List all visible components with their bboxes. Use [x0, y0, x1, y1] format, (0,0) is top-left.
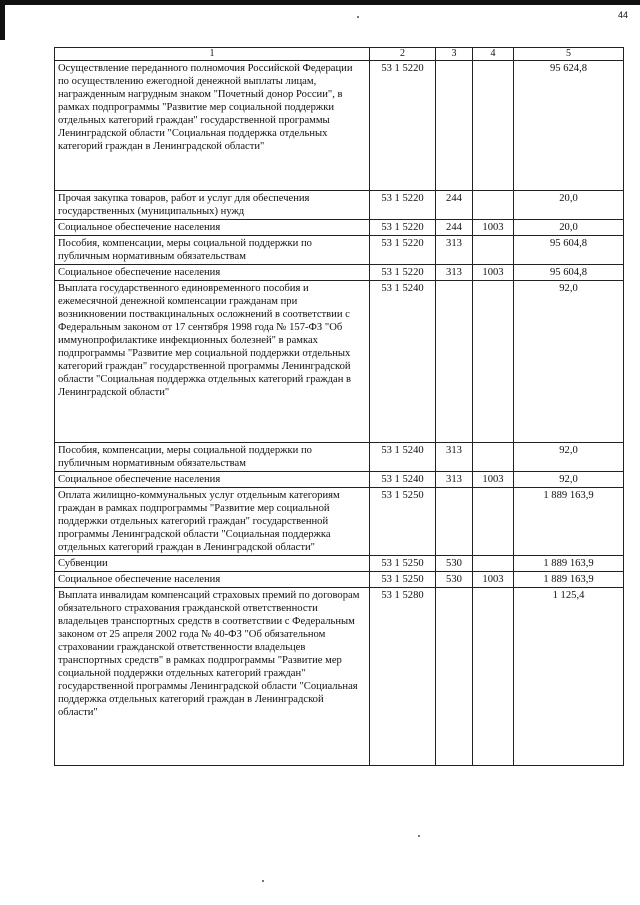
row-description: Социальное обеспечение населения	[55, 265, 370, 281]
row-section	[473, 488, 514, 556]
row-section	[473, 556, 514, 572]
row-description: Социальное обеспечение населения	[55, 472, 370, 488]
row-expense-type: 313	[436, 472, 473, 488]
row-target-code: 53 1 5220	[370, 191, 436, 220]
row-target-code: 53 1 5240	[370, 443, 436, 472]
row-description: Прочая закупка товаров, работ и услуг для обеспечения государственных (муниципальных) нужд	[55, 191, 370, 220]
row-amount: 92,0	[514, 472, 624, 488]
row-amount: 92,0	[514, 281, 624, 443]
table-header-row	[55, 48, 624, 61]
row-description: Социальное обеспечение населения	[55, 220, 370, 236]
table-row	[55, 265, 624, 281]
row-target-code: 53 1 5240	[370, 281, 436, 443]
row-description: Социальное обеспечение населения	[55, 572, 370, 588]
scan-speck	[357, 16, 359, 18]
table-row	[55, 556, 624, 572]
row-expense-type: 244	[436, 191, 473, 220]
row-target-code: 53 1 5250	[370, 556, 436, 572]
row-expense-type: 313	[436, 236, 473, 265]
row-amount: 1 889 163,9	[514, 556, 624, 572]
row-section	[473, 443, 514, 472]
row-expense-type: 313	[436, 443, 473, 472]
row-description: Пособия, компенсации, меры социальной поддержки по публичным нормативным обязательствам	[55, 443, 370, 472]
row-target-code: 53 1 5220	[370, 220, 436, 236]
scan-edge-top	[0, 0, 640, 5]
budget-table	[54, 47, 624, 766]
header-col-2: 2	[370, 48, 436, 61]
row-amount: 92,0	[514, 443, 624, 472]
row-section: 1003	[473, 472, 514, 488]
row-target-code: 53 1 5250	[370, 572, 436, 588]
table-row	[55, 588, 624, 766]
table-row	[55, 220, 624, 236]
row-amount: 20,0	[514, 191, 624, 220]
table-row	[55, 281, 624, 443]
row-target-code: 53 1 5220	[370, 236, 436, 265]
row-expense-type	[436, 488, 473, 556]
row-section: 1003	[473, 572, 514, 588]
scan-edge-left	[0, 0, 5, 40]
row-description: Выплата государственного единовременного пособия и ежемесячной денежной компенсации гражданам при возникновении поствакцинальных осложнений в соответствии с Федеральным законом от 17 сентября 1998 года № 157-ФЗ "Об иммунопрофилактике инфекционных болезней" в рамках подпрограммы "Развитие мер социальной поддержки отдельных категорий граждан" государственной программы Ленинградской области "Социальная поддержка отдельных категорий граждан в Ленинградской области"	[55, 281, 370, 443]
header-col-1: 1	[55, 48, 370, 61]
row-amount: 1 889 163,9	[514, 572, 624, 588]
row-section: 1003	[473, 220, 514, 236]
row-expense-type	[436, 281, 473, 443]
row-expense-type	[436, 588, 473, 766]
scan-speck	[418, 835, 420, 837]
table-row	[55, 236, 624, 265]
row-amount: 20,0	[514, 220, 624, 236]
row-amount: 1 889 163,9	[514, 488, 624, 556]
row-description: Оплата жилищно-коммунальных услуг отдельным категориям граждан в рамках подпрограммы "Развитие мер социальной поддержки отдельных категорий граждан" государственной программы Ленинградской области "Социальная поддержка отдельных категорий граждан в Ленинградской области"	[55, 488, 370, 556]
scan-speck	[262, 880, 264, 882]
row-description: Осуществление переданного полномочия Российской Федерации по осуществлению ежегодной денежной выплаты лицам, награжденным нагрудным знаком "Почетный донор России", в рамках подпрограммы "Развитие мер социальной поддержки отдельных категорий граждан" государственной программы Ленинградской области "Социальная поддержка отдельных категорий граждан в Ленинградской области"	[55, 61, 370, 191]
row-target-code: 53 1 5240	[370, 472, 436, 488]
row-amount: 95 604,8	[514, 265, 624, 281]
row-section	[473, 236, 514, 265]
table-row	[55, 488, 624, 556]
row-amount: 1 125,4	[514, 588, 624, 766]
row-expense-type: 244	[436, 220, 473, 236]
row-section	[473, 191, 514, 220]
row-expense-type: 313	[436, 265, 473, 281]
row-section	[473, 588, 514, 766]
row-section	[473, 61, 514, 191]
row-description: Пособия, компенсации, меры социальной поддержки по публичным нормативным обязательствам	[55, 236, 370, 265]
row-amount: 95 624,8	[514, 61, 624, 191]
row-target-code: 53 1 5280	[370, 588, 436, 766]
table-row	[55, 443, 624, 472]
table-row	[55, 472, 624, 488]
table-row	[55, 572, 624, 588]
table-row	[55, 61, 624, 191]
table-row	[55, 191, 624, 220]
row-expense-type: 530	[436, 572, 473, 588]
page-number: 44	[617, 10, 628, 20]
row-description: Выплата инвалидам компенсаций страховых премий по договорам обязательного страхования гражданской ответственности владельцев транспортных средств в соответствии с Федеральным законом от 25 апреля 2002 года № 40-ФЗ "Об обязательном страховании гражданской ответственности владельцев транспортных средств" в рамках подпрограммы "Развитие мер социальной поддержки отдельных категорий граждан" государственной программы Ленинградской области "Социальная поддержка отдельных категорий граждан в Ленинградской области"	[55, 588, 370, 766]
row-section: 1003	[473, 265, 514, 281]
row-expense-type: 530	[436, 556, 473, 572]
row-section	[473, 281, 514, 443]
header-col-5: 5	[514, 48, 624, 61]
row-expense-type	[436, 61, 473, 191]
header-col-4: 4	[473, 48, 514, 61]
header-col-3: 3	[436, 48, 473, 61]
row-target-code: 53 1 5250	[370, 488, 436, 556]
row-target-code: 53 1 5220	[370, 61, 436, 191]
row-description: Субвенции	[55, 556, 370, 572]
row-amount: 95 604,8	[514, 236, 624, 265]
row-target-code: 53 1 5220	[370, 265, 436, 281]
